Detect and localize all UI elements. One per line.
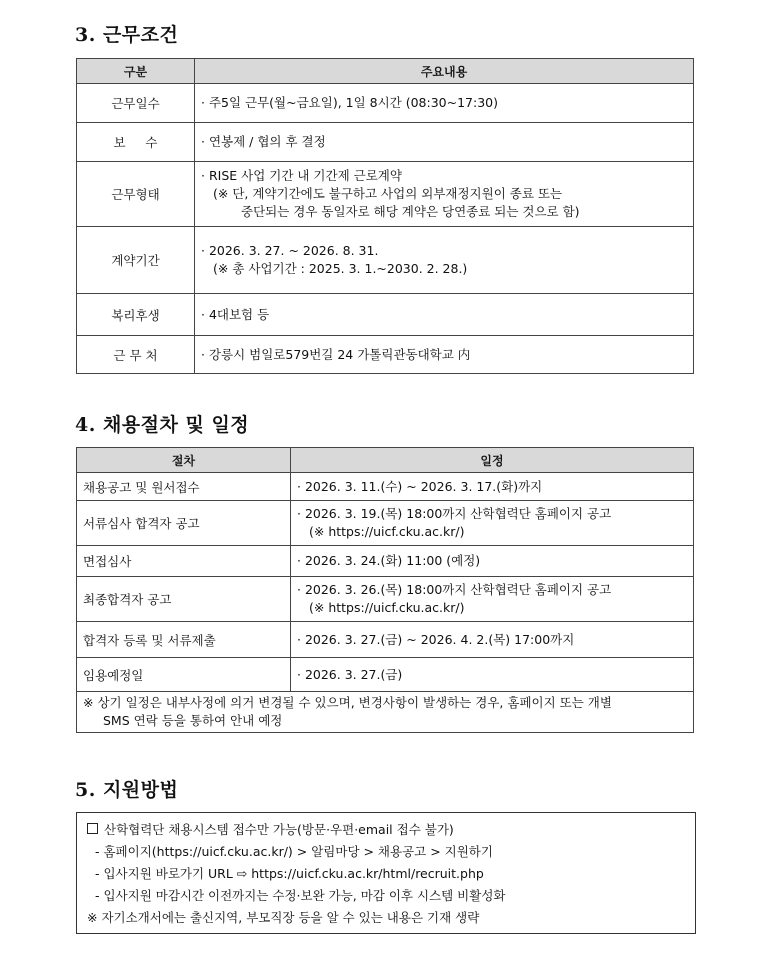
table-header: 일정: [291, 448, 694, 473]
table-row: [77, 501, 694, 546]
method-line: 산학협력단 채용시스템 접수만 가능(방문·우편·email 접수 불가): [87, 819, 685, 841]
row-label: 복리후생: [77, 294, 195, 336]
table-row: [77, 336, 694, 374]
table-row: [77, 162, 694, 227]
row-text: · 2026. 3. 27.(금): [297, 666, 403, 682]
section3-title: 3. 근무조건: [75, 24, 179, 46]
row-label: 합격자 등록 및 서류제출: [77, 622, 291, 658]
row-label: 보 수: [77, 123, 195, 162]
row-label: 서류심사 합격자 공고: [77, 501, 291, 546]
row-label: 임용예정일: [77, 658, 291, 692]
row-text: 중단되는 경우 동일자로 해당 계약은 당연종료 되는 것으로 함): [241, 204, 580, 219]
row-label: 근 무 처: [77, 336, 195, 374]
row-text: · 주5일 근무(월~금요일), 1일 8시간 (08:30~17:30): [201, 95, 498, 110]
work-conditions-table: [76, 58, 694, 374]
row-label: 계약기간: [77, 227, 195, 294]
row-text: · 2026. 3. 27.(금) ~ 2026. 4. 2.(목) 17:00까지: [297, 631, 575, 647]
row-text: · RISE 사업 기간 내 기간제 근로계약: [201, 168, 402, 183]
row-text: · 2026. 3. 24.(화) 11:00 (예정): [297, 553, 481, 568]
table-row: [77, 473, 694, 501]
row-label: 최종합격자 공고: [77, 577, 291, 622]
section5-title: 5. 지원방법: [75, 779, 179, 801]
row-text: · 2026. 3. 26.(목) 18:00까지 산학협력단 홈페이지 공고: [297, 582, 612, 597]
method-line: - 홈페이지(https://uicf.cku.ac.kr/) > 알림마당 > 채용공고 > 지원하기: [95, 844, 493, 859]
table-row: [77, 294, 694, 336]
row-label: 면접심사: [77, 546, 291, 577]
schedule-table: [76, 447, 694, 733]
method-note: ※ 자기소개서에는 출신지역, 부모직장 등을 알 수 있는 내용은 기재 생략: [87, 910, 480, 925]
note-text: SMS 연락 등을 통하여 안내 예정: [103, 713, 283, 728]
row-label: 근무형태: [77, 162, 195, 227]
row-text: (※ 총 사업기간 : 2025. 3. 1.~2030. 2. 28.): [213, 261, 468, 276]
row-text: · 2026. 3. 19.(목) 18:00까지 산학협력단 홈페이지 공고: [297, 506, 612, 521]
table-row: [77, 622, 694, 658]
row-text: · 강릉시 범일로579번길 24 가톨릭관동대학교 内: [201, 346, 471, 362]
table-row: [77, 84, 694, 123]
table-row: [77, 123, 694, 162]
method-line: - 입사지원 바로가기 URL ⇨ https://uicf.cku.ac.kr/html/recruit.php: [95, 866, 484, 881]
note-text: ※ 상기 일정은 내부사정에 의거 변경될 수 있으며, 변경사항이 발생하는 경우, 홈페이지 또는 개별: [83, 695, 612, 710]
section4-title: 4. 채용절차 및 일정: [75, 414, 250, 436]
table-header: 절차: [77, 448, 291, 473]
table-row: [77, 546, 694, 577]
row-text: · 2026. 3. 11.(수) ~ 2026. 3. 17.(화)까지: [297, 478, 543, 494]
row-text: (※ 단, 계약기간에도 불구하고 사업의 외부재정지원이 종료 또는: [213, 186, 563, 201]
row-label: 채용공고 및 원서접수: [77, 473, 291, 501]
table-header: 구분: [77, 59, 195, 84]
row-text: (※ https://uicf.cku.ac.kr/): [309, 600, 465, 615]
row-text: · 2026. 3. 27. ~ 2026. 8. 31.: [201, 243, 379, 258]
row-label: 근무일수: [77, 84, 195, 123]
method-line: - 입사지원 마감시간 이전까지는 수정·보완 가능, 마감 이후 시스템 비활성화: [95, 888, 506, 903]
table-row: [77, 658, 694, 692]
row-text: · 4대보험 등: [201, 306, 270, 322]
table-note-row: [77, 692, 694, 733]
row-text: · 연봉제 / 협의 후 결정: [201, 134, 326, 149]
row-text: (※ https://uicf.cku.ac.kr/): [309, 524, 465, 539]
table-row: [77, 227, 694, 294]
application-method-box: [76, 812, 696, 934]
table-row: [77, 577, 694, 622]
table-header: 주요내용: [195, 59, 694, 84]
checkbox-square-icon: [87, 823, 98, 834]
